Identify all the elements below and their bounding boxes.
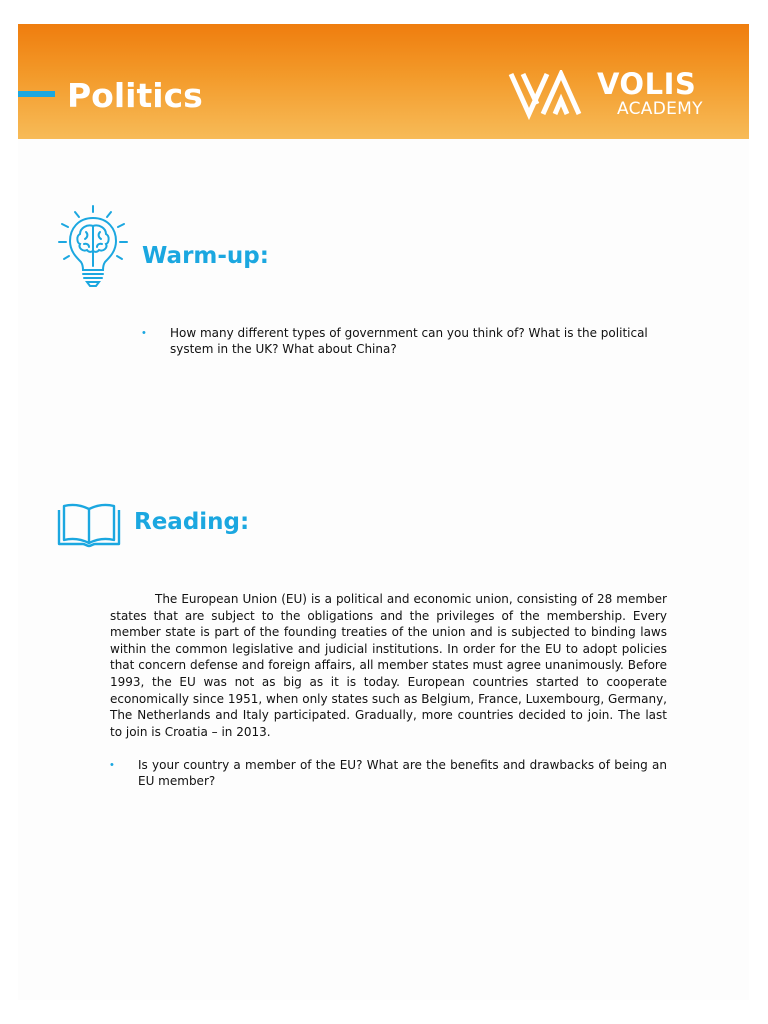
- reading-question-list: [110, 757, 667, 789]
- warmup-heading: Warm-up:: [142, 243, 269, 269]
- logo-name: VOLIS: [597, 67, 697, 101]
- warmup-question: How many different types of government can you think of? What is the political system in the UK? What about China?: [170, 326, 648, 356]
- logo-subtitle: ACADEMY: [617, 99, 703, 119]
- reading-question: Is your country a member of the EU? What are the benefits and drawbacks of being an EU member?: [138, 758, 667, 788]
- reading-paragraph: The European Union (EU) is a political and economic union, consisting of 28 member states that are subject to the obligations and the privileges of the membership. Every member state is part of the founding treaties of the union and is subjected to binding laws within the common legislative and judicial institutions. In order for the EU to adopt policies that concern defense and foreign affairs, all member states must agree unanimously. Before 1993, the EU was not as big as it is today. European countries started to cooperate economically since 1951, when only states such as Belgium, France, Luxembourg, Germany, The Netherlands and Italy participated. Gradually, more countries decided to join. The last to join is Croatia – in 2013.: [110, 592, 667, 739]
- volis-logo-mark-icon: [507, 70, 597, 120]
- list-item: [142, 325, 652, 357]
- worksheet-page: [18, 24, 749, 1000]
- warmup-question-list: [142, 325, 652, 357]
- open-book-icon: [57, 502, 121, 548]
- volis-academy-logo: [507, 67, 707, 122]
- lightbulb-brain-icon: [56, 204, 130, 288]
- list-item: [110, 757, 667, 789]
- title-accent-bar: [18, 91, 55, 97]
- bullet-icon: •: [110, 759, 114, 771]
- page-title: Politics: [67, 76, 203, 115]
- bullet-icon: •: [142, 327, 146, 339]
- reading-heading: Reading:: [134, 509, 250, 535]
